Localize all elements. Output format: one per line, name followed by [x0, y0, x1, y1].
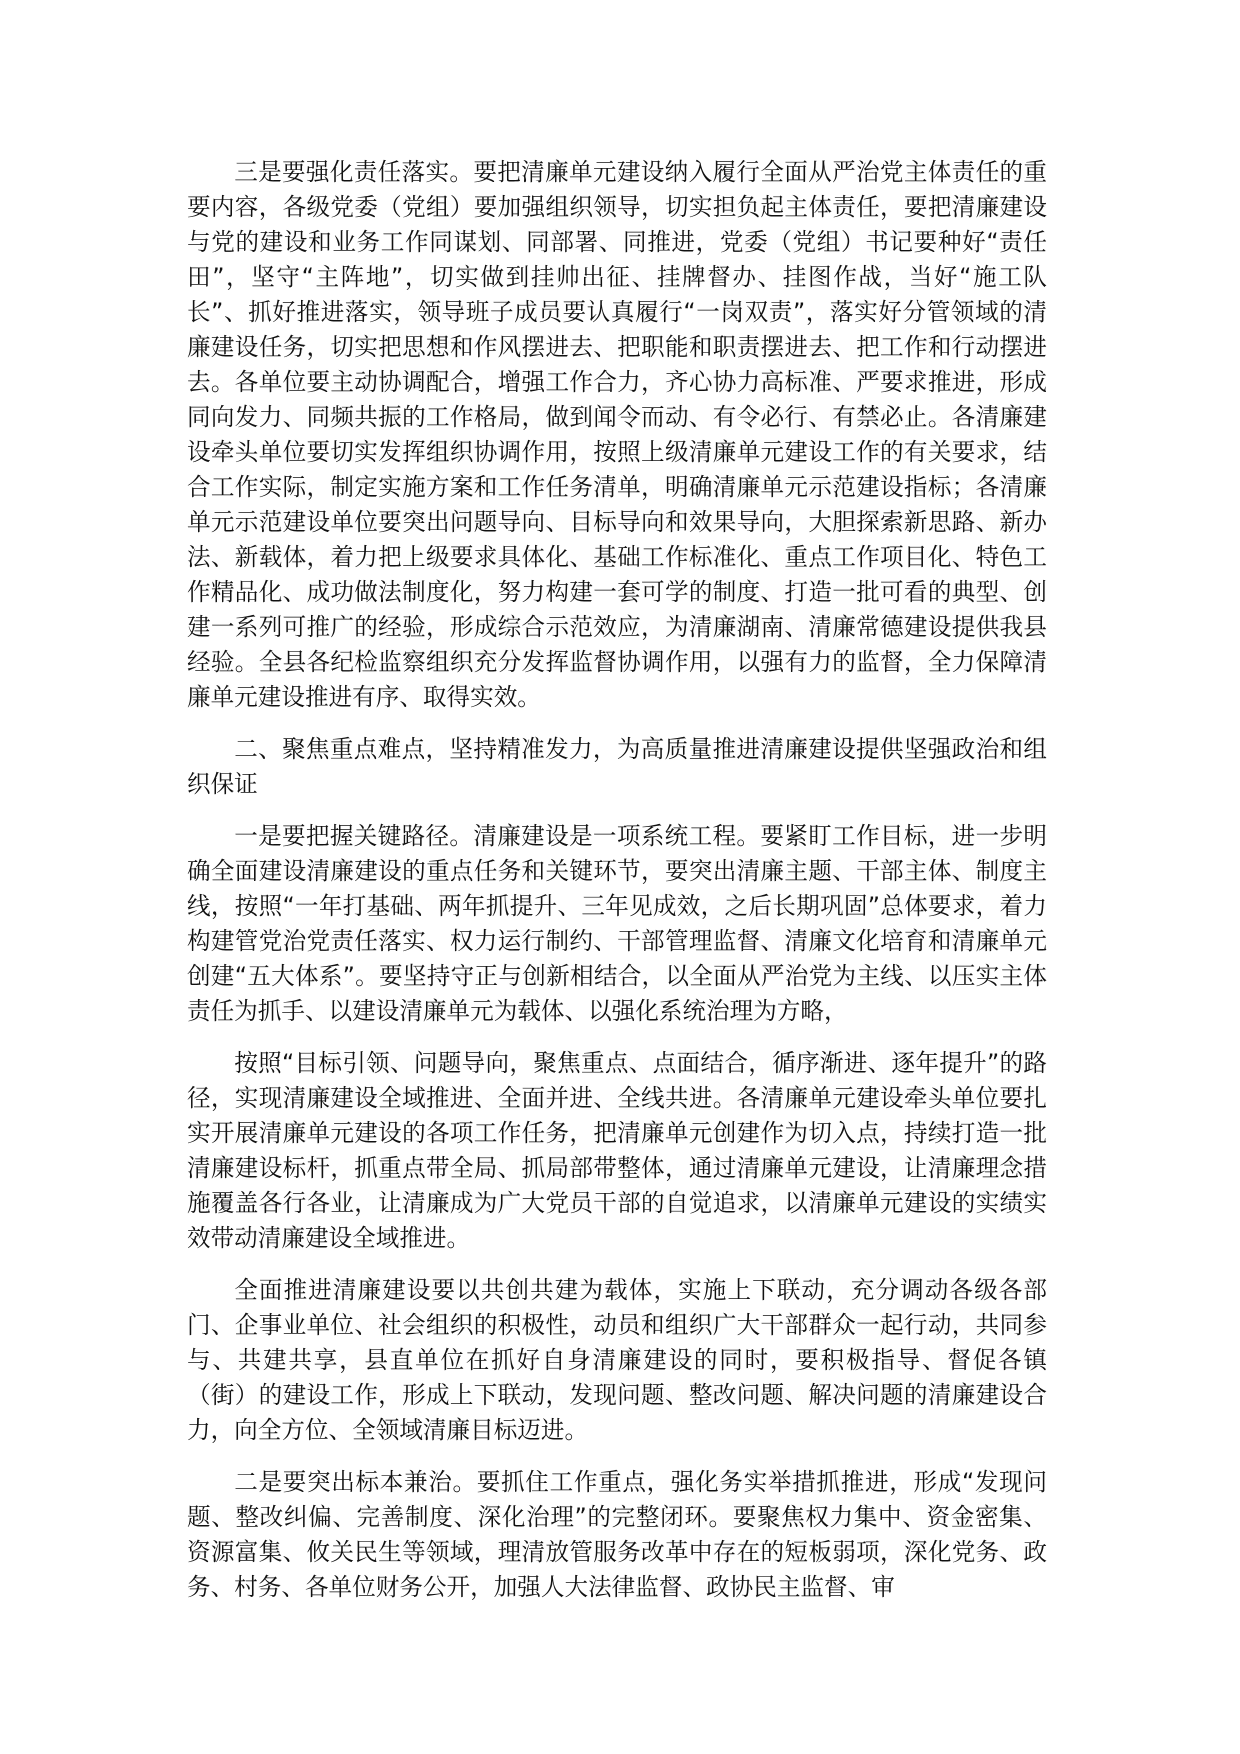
paragraph-co-building: 全面推进清廉建设要以共创共建为载体，实施上下联动，充分调动各级各部门、企事业单位、社会组织的积极性，动员和组织广大干部群众一起行动，共同参与、共建共享，县直单位在抓好自身清廉建设的同时，要积极指导、督促各镇（街）的建设工作，形成上下联动，发现问题、整改问题、解决问题的清廉建设合力，向全方位、全领域清廉目标迈进。: [187, 1276, 1047, 1444]
paragraph-root-causes: 二是要突出标本兼治。要抓住工作重点，强化务实举措抓推进，形成“发现问题、整改纠偏、完善制度、深化治理”的完整闭环。要聚焦权力集中、资金密集、资源富集、攸关民生等领域，理清放管服务改革中存在的短板弱项，深化党务、政务、村务、各单位财务公开，加强人大法律监督、政协民主监督、审: [187, 1468, 1047, 1601]
section-heading: 二、聚焦重点难点，坚持精准发力，为高质量推进清廉建设提供坚强政治和组织保证: [187, 735, 1047, 798]
paragraph-responsibility: 三是要强化责任落实。要把清廉单元建设纳入履行全面从严治党主体责任的重要内容，各级党委（党组）要加强组织领导，切实担负起主体责任，要把清廉建设与党的建设和业务工作同谋划、同部署、同推进，党委（党组）书记要种好“责任田”，坚守“主阵地”，切实做到挂帅出征、挂牌督办、挂图作战，当好“施工队长”、抓好推进落实，领导班子成员要认真履行“一岗双责”，落实好分管领域的清廉建设任务，切实把思想和作风摆进去、把职能和职责摆进去、把工作和行动摆进去。各单位要主动协调配合，增强工作合力，齐心协力高标准、严要求推进，形成同向发力、同频共振的工作格局，做到闻令而动、有令必行、有禁必止。各清廉建设牵头单位要切实发挥组织协调作用，按照上级清廉单元建设工作的有关要求，结合工作实际，制定实施方案和工作任务清单，明确清廉单元示范建设指标；各清廉单元示范建设单位要突出问题导向、目标导向和效果导向，大胆探索新思路、新办法、新载体，着力把上级要求具体化、基础工作标准化、重点工作项目化、特色工作精品化、成功做法制度化，努力构建一套可学的制度、打造一批可看的典型、创建一系列可推广的经验，形成综合示范效应，为清廉湖南、清廉常德建设提供我县经验。全县各纪检监察组织充分发挥监督协调作用，以强有力的监督，全力保障清廉单元建设推进有序、取得实效。: [187, 158, 1047, 711]
paragraph-key-path: 一是要把握关键路径。清廉建设是一项系统工程。要紧盯工作目标，进一步明确全面建设清廉建设的重点任务和关键环节，要突出清廉主题、干部主体、制度主线，按照“一年打基础、两年抓提升、三年见成效，之后长期巩固”总体要求，着力构建管党治党责任落实、权力运行制约、干部管理监督、清廉文化培育和清廉单元创建“五大体系”。要坚持守正与创新相结合，以全面从严治党为主线、以压实主体责任为抓手、以建设清廉单元为载体、以强化系统治理为方略，: [187, 822, 1047, 1025]
paragraph-roadmap: 按照“目标引领、问题导向，聚焦重点、点面结合，循序渐进、逐年提升”的路径，实现清廉建设全域推进、全面并进、全线共进。各清廉单元建设牵头单位要扎实开展清廉单元建设的各项工作任务，把清廉单元创建作为切入点，持续打造一批清廉建设标杆，抓重点带全局、抓局部带整体，通过清廉单元建设，让清廉理念措施覆盖各行各业，让清廉成为广大党员干部的自觉追求，以清廉单元建设的实绩实效带动清廉建设全域推进。: [187, 1049, 1047, 1252]
document-page: [187, 155, 1047, 1622]
